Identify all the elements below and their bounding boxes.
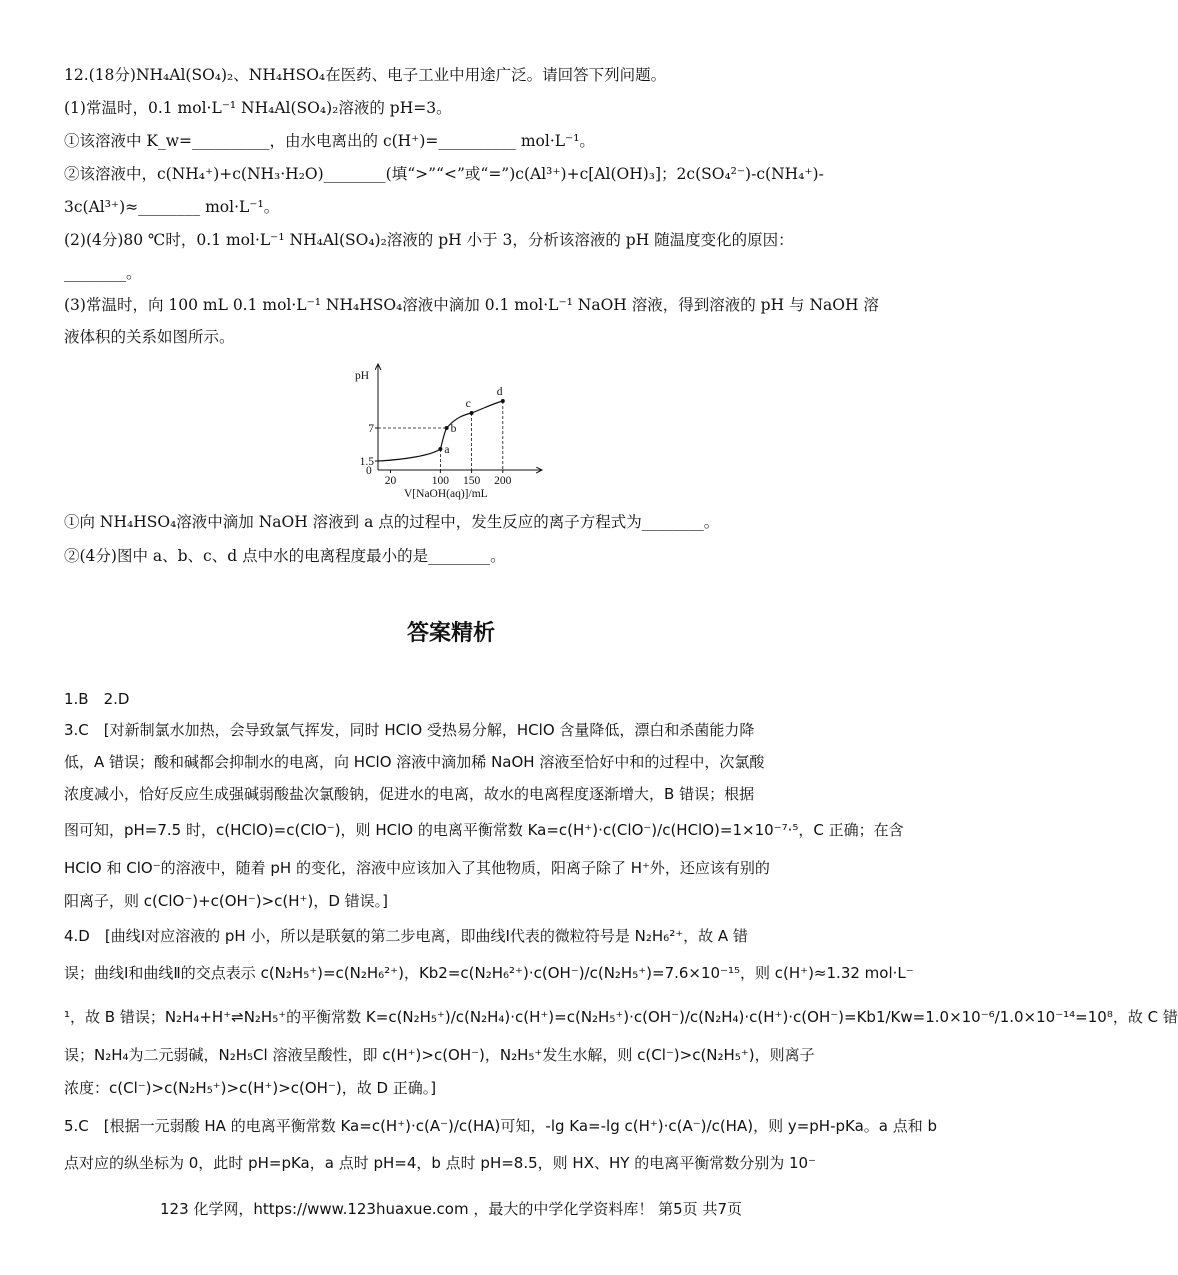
ph-titration-chart [352,360,552,505]
answer-line: 5.C [根据一元弱酸 HA 的电离平衡常数 Ka=c(H⁺)·c(A⁻)/c(HA)可知，-lg Ka=-lg c(H⁺)·c(A⁻)/c(HA)，则 y=pH-pKa。a 点和 b [64,1117,938,1135]
question-line: (3)常温时，向 100 mL 0.1 mol·L⁻¹ NH₄HSO₄溶液中滴加 0.1 mol·L⁻¹ NaOH 溶液，得到溶液的 pH 与 NaOH 溶 [64,296,879,314]
question-line: 3c(Al³⁺)≈________ mol·L⁻¹。 [64,198,280,216]
question-line: ②该溶液中，c(NH₄⁺)+c(NH₃·H₂O)________(填“>”“<”或“=”)c(Al³⁺)+c[Al(OH)₃]；2c(SO₄²⁻)-c(NH₄⁺)- [64,165,824,183]
y-axis-label: pH [355,370,370,382]
answer-line: 1.B 2.D [64,690,130,708]
x-tick-label: 100 [431,475,450,487]
page-footer: 123 化学网，https://www.123huaxue.com ，最大的中学化学资料库！ 第5页 共7页 [159,1200,742,1218]
y-tick-label: 7 [368,423,374,435]
x-tick-label: 150 [462,475,481,487]
answer-line: 3.C [对新制氯水加热，会导致氯气挥发，同时 HClO 受热易分解，HClO 含量降低，漂白和杀菌能力降 [64,721,755,739]
point-b [445,426,449,430]
answer-line: 点对应的纵坐标为 0，此时 pH=pKa，a 点时 pH=4，b 点时 pH=8.5，则 HX、HY 的电离平衡常数分别为 10⁻ [64,1154,816,1172]
answer-line: 浓度：c(Cl⁻)>c(N₂H₅⁺)>c(H⁺)>c(OH⁻)，故 D 正确。] [64,1079,437,1097]
answer-line: 低，A 错误；酸和碱都会抑制水的电离，向 HClO 溶液中滴加稀 NaOH 溶液至恰好中和的过程中，次氯酸 [64,753,765,771]
answer-line: 图可知，pH=7.5 时，c(HClO)=c(ClO⁻)，则 HClO 的电离平衡常数 Ka=c(H⁺)·c(ClO⁻)/c(HClO)=1×10⁻⁷·⁵，C 正确；在含 [64,821,904,839]
y-tick-label: 1.5 [359,456,374,468]
point-a [438,447,442,451]
answer-line: 误；曲线Ⅰ和曲线Ⅱ的交点表示 c(N₂H₅⁺)=c(N₂H₆²⁺)，Kb2=c(N₂H₆²⁺)·c(OH⁻)/c(N₂H₅⁺)=7.6×10⁻¹⁵，则 c(H⁺)≈1.32 mol·L⁻ [64,964,914,982]
answer-line: 误；N₂H₄为二元弱碱，N₂H₅Cl 溶液呈酸性，即 c(H⁺)>c(OH⁻)，N₂H₅⁺发生水解，则 c(Cl⁻)>c(N₂H₅⁺)，则离子 [64,1046,815,1064]
origin-label: 0 [366,465,372,477]
point-label-c: c [465,398,471,410]
question-line: 液体积的关系如图所示。 [64,328,235,346]
question-line: ________。 [64,264,142,282]
point-label-a: a [444,444,450,456]
x-tick-label: 200 [494,475,512,487]
x-tick-label: 20 [384,475,397,487]
question-line: ①该溶液中 K_w=__________，由水电离出的 c(H⁺)=__________ mol·L⁻¹。 [64,132,595,150]
answer-title: 答案精析 [406,621,495,646]
answer-line: 阳离子，则 c(ClO⁻)+c(OH⁻)>c(H⁺)，D 错误。] [64,892,388,910]
question-line: (1)常温时，0.1 mol·L⁻¹ NH₄Al(SO₄)₂溶液的 pH=3。 [64,99,452,117]
question-line: (2)(4分)80 ℃时，0.1 mol·L⁻¹ NH₄Al(SO₄)₂溶液的 pH 小于 3，分析该溶液的 pH 随温度变化的原因： [64,231,794,249]
question-line: 12.(18分)NH₄Al(SO₄)₂、NH₄HSO₄在医药、电子工业中用途广泛。请回答下列问题。 [64,66,667,84]
x-axis-label: V[NaOH(aq)]/mL [404,488,488,500]
answer-line: 浓度减小，恰好反应生成强碱弱酸盐次氯酸钠，促进水的电离，故水的电离程度逐渐增大，B 错误；根据 [64,785,755,803]
point-label-b: b [450,423,457,435]
point-c [470,411,474,415]
answer-line: 4.D [曲线Ⅰ对应溶液的 pH 小，所以是联氨的第二步电离，即曲线Ⅰ代表的微粒符号是 N₂H₆²⁺，故 A 错 [64,927,748,945]
answer-line: HClO 和 ClO⁻的溶液中，随着 pH 的变化，溶液中应该加入了其他物质，阳离子除了 H⁺外，还应该有别的 [64,859,770,877]
point-d [501,399,505,403]
question-line: ②(4分)图中 a、b、c、d 点中水的电离程度最小的是________。 [64,547,506,565]
question-line: ①向 NH₄HSO₄溶液中滴加 NaOH 溶液到 a 点的过程中，发生反应的离子方程式为________。 [64,513,720,531]
answer-line: ¹，故 B 错误；N₂H₄+H⁺⇌N₂H₅⁺的平衡常数 K=c(N₂H₅⁺)/c(N₂H₄)·c(H⁺)=c(N₂H₅⁺)·c(OH⁻)/c(N₂H₄)·c(H⁺)·c(OH⁻)=Kb1/Kw=1.0×10⁻⁶/1.0×10⁻¹⁴=10⁸，故 C 错 [64,1008,1178,1026]
point-label-d: d [496,386,503,398]
